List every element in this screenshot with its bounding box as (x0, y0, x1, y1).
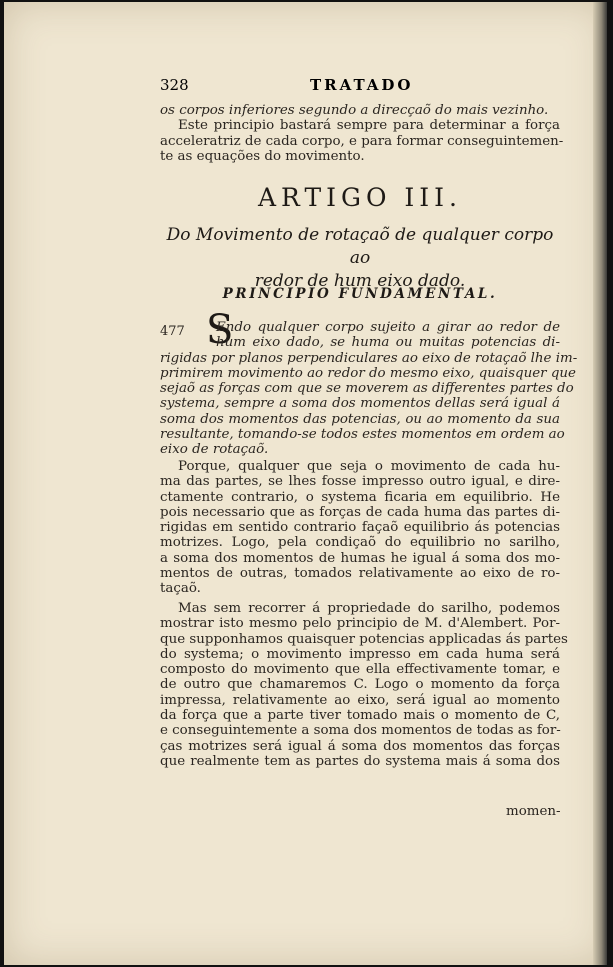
subtitle-line: Do Movimento de rotaçaõ de qualquer corpo ao (166, 225, 554, 268)
proof-paragraph (160, 459, 560, 597)
text-line: sejaõ as forças com que se moverem as differentes partes do (160, 381, 574, 397)
principle-heading: PRINCIPIO FUNDAMENTAL. (222, 286, 498, 302)
text-line: que realmente tem as partes do systema mais á soma dos (160, 753, 560, 769)
text-line: ças motrizes será igual á soma dos momentos das forças (160, 738, 560, 754)
text-line: Endo qualquer corpo sujeito a girar ao redor de (216, 320, 560, 335)
text-line: Mas sem recorrer á propriedade do sarilho, podemos (178, 601, 560, 616)
text-line: primirem movimento ao redor do mesmo eixo, quaisquer que (160, 365, 576, 381)
text-line: soma dos momentos das potencias, ou ao momento da sua (160, 411, 560, 427)
paragraph-number: 477 (160, 324, 185, 339)
text-line: a soma dos momentos de humas he igual á soma dos mo- (160, 550, 560, 566)
text-line: e conseguintemente a soma dos momentos de todas as for- (160, 723, 561, 739)
text-line: systema, sempre a soma dos momentos dellas será igual á (160, 396, 560, 412)
page-number: 328 (160, 76, 189, 94)
text-line: mentos de outras, tomados relativamente ao eixo de ro- (160, 566, 560, 582)
text-line: Porque, qualquer que seja o movimento de cada hu- (178, 459, 560, 474)
running-head (160, 76, 560, 98)
text-line: da força que a parte tiver tomado mais o momento de C, (160, 708, 560, 724)
text-line: pois necessario que as forças de cada huma das partes di- (160, 504, 560, 520)
running-title: TRATADO (310, 76, 414, 94)
text-line: hum eixo dado, se huma ou muitas potencias di- (216, 335, 560, 351)
text-line: motrizes. Logo, pela condiçaõ do equilibrio no sarilho, (160, 535, 560, 551)
text-line: ctamente contrario, o systema ficaria em equilibrio. He (160, 489, 560, 505)
drop-cap: S (206, 307, 234, 353)
catchword: momen- (506, 804, 561, 819)
text-line: que supponhamos quaisquer potencias applicadas ás partes (160, 631, 568, 647)
text-line: taçaõ. (160, 581, 201, 597)
page-edge (593, 2, 607, 965)
text-line: mostrar isto mesmo pelo principio de M. d'Alembert. Por- (160, 616, 560, 632)
text-line: de outro que chamaremos C. Logo o momento da força (160, 677, 560, 693)
text-line: do systema; o movimento impresso em cada huma será (160, 646, 560, 662)
article-subtitle (160, 224, 560, 293)
second-proof-paragraph (160, 601, 568, 769)
continuation-text (160, 103, 564, 164)
article-title: ARTIGO III. (258, 183, 462, 212)
text-line: rigidas por planos perpendiculares ao eixo de rotaçaõ lhe im- (160, 350, 578, 366)
text-line: eixo de rotaçaõ. (160, 442, 269, 458)
text-line: os corpos inferiores segundo a direcçaõ do mais vezinho. (160, 103, 549, 118)
text-line: Este principio bastará sempre para determinar a força (178, 118, 560, 134)
text-line: acceleratriz de cada corpo, e para formar conseguintemen- (160, 133, 564, 149)
subtitle-line: redor de hum eixo dado. (254, 271, 466, 291)
text-line: resultante, tomando-se todos estes momentos em ordem ao (160, 427, 565, 443)
principle-statement (160, 320, 578, 458)
text-line: rigidas em sentido contrario façaõ equilibrio ás potencias (160, 520, 560, 536)
book-page (4, 2, 607, 965)
text-line: composto do movimento que ella effectivamente tomar, e (160, 662, 560, 678)
text-line: te as equações do movimento. (160, 148, 365, 164)
text-line: ma das partes, se lhes fosse impresso outro igual, e dire- (160, 474, 560, 490)
text-line: impressa, relativamente ao eixo, será igual ao momento (160, 692, 560, 708)
